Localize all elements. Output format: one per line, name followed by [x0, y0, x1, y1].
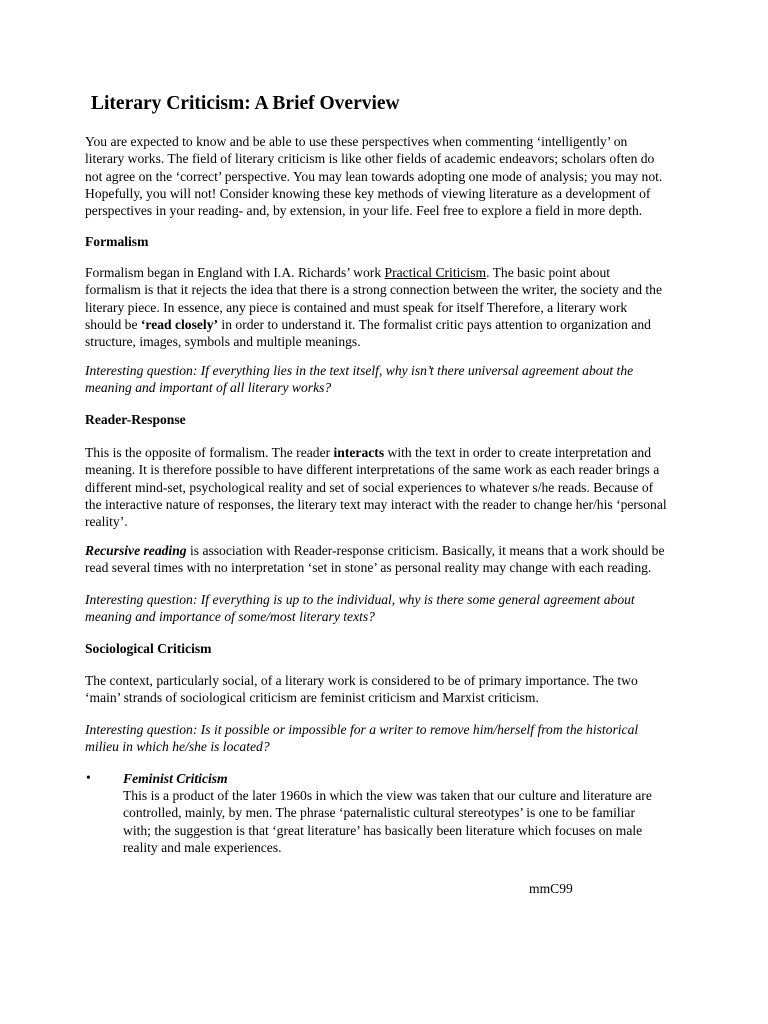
- formalism-line: [85, 316, 685, 333]
- sociological-paragraph: [85, 672, 685, 707]
- sociological-line: ‘main’ strands of sociological criticism are feminist criticism and Marxist criticism.: [85, 690, 539, 706]
- reader-response-paragraph: [85, 444, 685, 530]
- intro-line: Hopefully, you will not! Consider knowing these key methods of viewing literature as a development of: [85, 185, 651, 201]
- feminist-criticism-paragraph: [123, 787, 683, 856]
- recursive-reading-line: [85, 542, 685, 559]
- feminist-line: This is a product of the later 1960s in which the view was taken that our culture and literature are: [123, 788, 652, 803]
- intro-line: perspectives in your reading- and, by extension, in your life. Feel free to explore a field in more depth.: [85, 203, 643, 219]
- recursive-reading-term: Recursive reading: [85, 543, 187, 558]
- interacts-emphasis: interacts: [333, 445, 385, 460]
- intro-line: literary works. The field of literary criticism is like other fields of academic endeavors; scholars often do: [85, 151, 655, 167]
- intro-line: You are expected to know and be able to use these perspectives when commenting ‘intelligently’ on: [85, 134, 628, 149]
- text-run: in order to understand it. The formalist critic pays attention to organization and: [218, 316, 651, 332]
- question-line: Interesting question: Is it possible or impossible for a writer to remove him/herself from the historical: [85, 722, 639, 737]
- text-run: This is the opposite of formalism. The reader: [85, 445, 334, 460]
- read-closely-emphasis: ‘read closely’: [140, 316, 219, 332]
- document-title: Literary Criticism: A Brief Overview: [91, 93, 400, 114]
- sociological-question: [85, 721, 685, 756]
- formalism-line: literary piece. In essence, any piece is contained and must speak for itself Therefore, a literary work: [85, 299, 628, 315]
- formalism-line: formalism is that it rejects the idea that there is a strong connection between the writer, the society and the: [85, 282, 662, 298]
- feminist-criticism-heading: Feminist Criticism: [123, 771, 228, 786]
- reader-response-heading: Reader-Response: [85, 412, 186, 427]
- text-run: is association with Reader-response criticism. Basically, it means that a work should be: [186, 543, 665, 558]
- sociological-heading: Sociological Criticism: [85, 641, 212, 656]
- question-line: Interesting question: If everything lies in the text itself, why isn’t there universal agreement about the: [85, 363, 634, 378]
- feminist-line: controlled, mainly, by men. The phrase ‘paternalistic cultural stereotypes’ is one to be familiar: [123, 805, 635, 821]
- formalism-question: [85, 362, 685, 397]
- question-line: milieu in which he/she is located?: [85, 739, 270, 755]
- reader-response-line: the interactive nature of responses, the literary text may interact with the reader to change her/his ‘personal: [85, 496, 667, 512]
- recursive-reading-line: read several times with no interpretation ‘set in stone’ as personal reality may change with each reading.: [85, 560, 652, 576]
- question-line: meaning and important of all literary works?: [85, 380, 332, 396]
- reader-response-line: meaning. It is therefore possible to have different interpretations of the same work as each reader brings a: [85, 462, 660, 478]
- reader-response-line: reality’.: [85, 514, 128, 530]
- text-run: Formalism began in England with I.A. Richards’ work: [85, 265, 385, 280]
- formalism-line: [85, 264, 685, 281]
- reader-response-line: different mind-set, psychological reality and set of social experiences to whatever s/he reads. Because of: [85, 479, 654, 495]
- feminist-line: with; the suggestion is that ‘great literature’ has basically been literature which focuses on male: [123, 822, 643, 838]
- bullet-icon: •: [86, 770, 91, 785]
- text-run: . The basic point about: [486, 265, 611, 280]
- feminist-line: reality and male experiences.: [123, 839, 282, 855]
- recursive-reading-paragraph: [85, 542, 685, 577]
- intro-line: not agree on the ‘correct’ perspective. You may lean towards adopting one mode of analysis; you may not.: [85, 168, 663, 184]
- text-run: should be: [85, 316, 141, 332]
- formalism-heading: Formalism: [85, 234, 149, 249]
- formalism-line: structure, images, symbols and multiple meanings.: [85, 334, 361, 350]
- formalism-paragraph: [85, 264, 685, 350]
- sociological-line: The context, particularly social, of a literary work is considered to be of primary importance. The two: [85, 673, 638, 688]
- footer-code: mmC99: [529, 881, 573, 896]
- question-line: Interesting question: If everything is up to the individual, why is there some general agreement about: [85, 592, 635, 607]
- question-line: meaning and importance of some/most literary texts?: [85, 609, 375, 625]
- intro-paragraph: [85, 133, 685, 219]
- practical-criticism-title: Practical Criticism: [384, 265, 487, 280]
- reader-response-question: [85, 591, 685, 626]
- reader-response-line: [85, 444, 685, 461]
- text-run: with the text in order to create interpretation and: [384, 445, 651, 460]
